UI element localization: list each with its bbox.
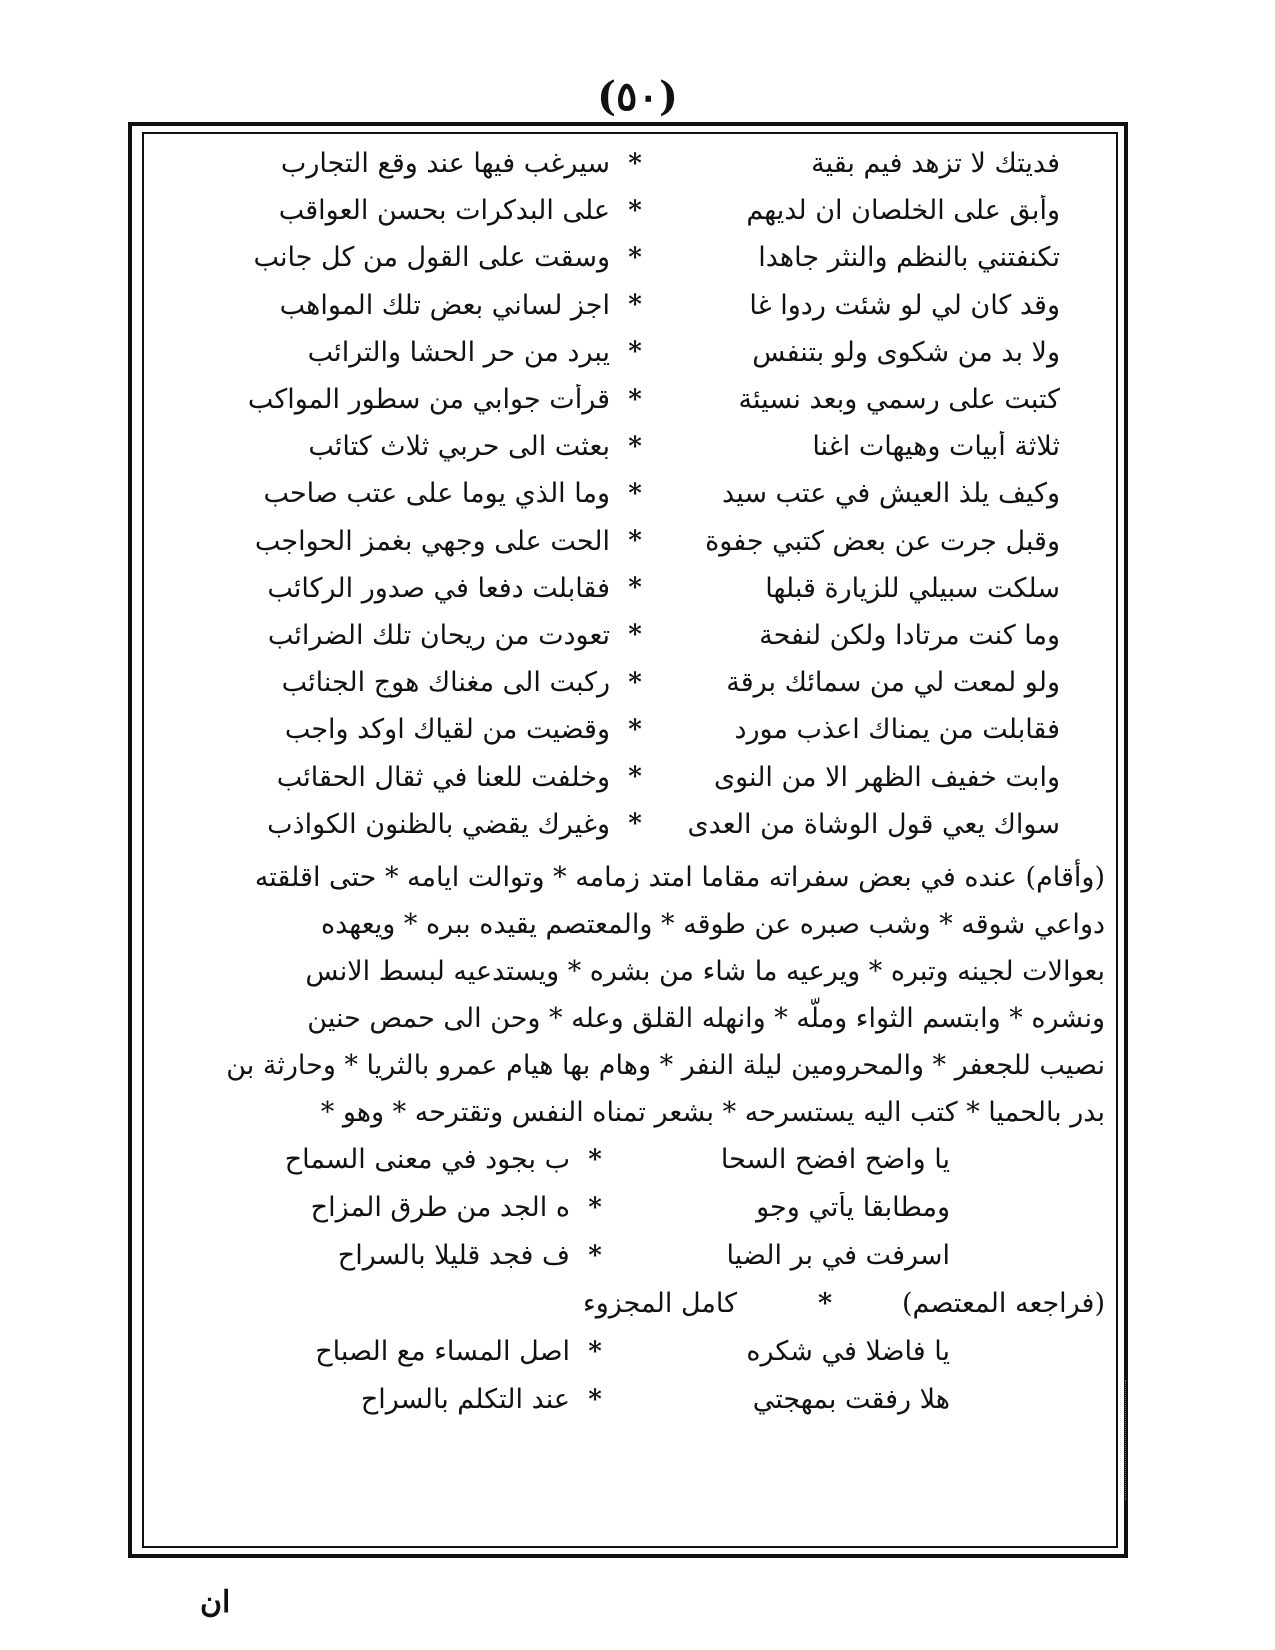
verse-second-hemistich: ف فجد قليلا بالسراح <box>337 1240 570 1272</box>
verse-line <box>160 565 1105 612</box>
verse-first-hemistich: وكيف يلذ العيش في عتب سيد <box>722 478 1060 510</box>
catchword: ان <box>200 1585 231 1620</box>
star-separator: * <box>588 1240 602 1271</box>
verse-line <box>160 423 1105 470</box>
verse-second-hemistich: بعثت الى حربي ثلاث كتائب <box>308 431 610 463</box>
verse-second-hemistich: الحت على وجهي بغمز الحواجب <box>254 525 610 557</box>
verse-second-hemistich: قرأت جوابي من سطور المواكب <box>247 384 610 416</box>
poem-block-1 <box>160 140 1105 848</box>
verse-second-hemistich: ركبت الى مغناك هوج الجنائب <box>281 667 610 699</box>
verse-second-hemistich: يبرد من حر الحشا والترائب <box>307 336 610 368</box>
verse-first-hemistich: فقابلت من يمناك اعذب مورد <box>734 714 1060 746</box>
verse-first-hemistich: سلكت سبيلي للزيارة قبلها <box>765 572 1060 604</box>
prose-paragraph <box>160 854 1105 1136</box>
verse-first-hemistich: وقبل جرت عن بعض كتبي جفوة <box>705 525 1060 557</box>
star-separator: * <box>628 714 642 745</box>
star-separator: * <box>628 667 642 698</box>
star-separator: * <box>628 431 642 462</box>
prose-line: دواعي شوقه * وشب صبره عن طوقه * والمعتصم يقيده ببره * ويعهده <box>320 908 1105 940</box>
verse-line <box>160 187 1105 234</box>
verse-second-hemistich: سيرغب فيها عند وقع التجارب <box>280 148 610 180</box>
verse-first-hemistich: ولا بد من شكوى ولو بتنفس <box>752 336 1060 368</box>
verse-second-hemistich: وغيرك يقضي بالظنون الكواذب <box>267 808 610 840</box>
verse-line <box>160 376 1105 423</box>
prose-line: بعوالات لجينه وتبره * ويرعيه ما شاء من بشره * ويستدعيه لبسط الانس <box>305 955 1105 987</box>
star-separator: * <box>628 242 642 273</box>
verse-second-hemistich: وما الذي يوما على عتب صاحب <box>263 478 610 510</box>
verse-second-hemistich: تعودت من ريحان تلك الضرائب <box>267 619 610 651</box>
verse-second-hemistich: وقضيت من لقياك اوكد واجب <box>284 714 610 746</box>
verse-line <box>160 1376 1105 1424</box>
star-separator: * <box>628 526 642 557</box>
star-separator: * <box>628 809 642 840</box>
verse-line <box>160 1328 1105 1376</box>
verse-line <box>160 282 1105 329</box>
verse-first-hemistich: وأبق على الخلصان ان لديهم <box>746 195 1060 227</box>
star-separator: * <box>628 384 642 415</box>
verse-line <box>160 753 1105 800</box>
page-number: (٥٠) <box>597 73 678 120</box>
verse-first-hemistich: يا فاضلا في شكره <box>746 1336 950 1368</box>
star-separator: * <box>817 1288 833 1320</box>
prose-line: نصيب للجعفر * والمحرومين ليلة النفر * وهام بها هيام عمرو بالثريا * وحارثة بن <box>226 1049 1105 1081</box>
verse-line <box>160 612 1105 659</box>
verse-second-hemistich: وسقت على القول من كل جانب <box>253 242 610 274</box>
page-content <box>160 140 1105 1540</box>
prose-line: بدر بالحميا * كتب اليه يستسرحه * بشعر تمناه النفس وتقترحه * وهو * <box>320 1096 1105 1128</box>
verse-line <box>160 659 1105 706</box>
verse-line <box>160 140 1105 187</box>
star-separator: * <box>588 1384 602 1415</box>
poem-block-2 <box>160 1136 1105 1280</box>
verse-first-hemistich: تكنفتني بالنظم والنثر جاهدا <box>758 242 1060 274</box>
verse-first-hemistich: كتبت على رسمي وبعد نسيئة <box>738 384 1060 416</box>
star-separator: * <box>628 620 642 651</box>
verse-first-hemistich: هلا رفقت بمهجتي <box>752 1384 950 1416</box>
rubric-meter: كامل المجزوء <box>583 1288 737 1320</box>
verse-first-hemistich: وقد كان لي لو شئت ردوا غا <box>749 289 1060 321</box>
verse-line <box>160 801 1105 848</box>
star-separator: * <box>628 337 642 368</box>
rubric-line <box>160 1280 1105 1328</box>
star-separator: * <box>628 573 642 604</box>
prose-line: ونشره * وابتسم الثواء وملّه * وانهله القلق وعله * وحن الى حمص حنين <box>307 1002 1105 1034</box>
verse-line <box>160 470 1105 517</box>
verse-first-hemistich: سواك يعي قول الوشاة من العدى <box>687 808 1060 840</box>
star-separator: * <box>628 148 642 179</box>
star-separator: * <box>628 478 642 509</box>
verse-first-hemistich: فديتك لا تزهد فيم بقية <box>811 148 1060 180</box>
verse-second-hemistich: عند التكلم بالسراح <box>360 1384 570 1416</box>
verse-line <box>160 518 1105 565</box>
star-separator: * <box>588 1192 602 1223</box>
verse-second-hemistich: وخلفت للعنا في ثقال الحقائب <box>276 761 610 793</box>
rubric-label: (فراجعه المعتصم) <box>901 1288 1105 1320</box>
verse-second-hemistich: ب بجود في معنى السماح <box>284 1144 570 1176</box>
star-separator: * <box>588 1336 602 1367</box>
star-separator: * <box>588 1144 602 1175</box>
verse-first-hemistich: ولو لمعت لي من سمائك برقة <box>726 667 1060 699</box>
verse-second-hemistich: ه الجد من طرق المزاح <box>310 1192 570 1224</box>
verse-first-hemistich: وابت خفيف الظهر الا من النوى <box>713 761 1060 793</box>
verse-first-hemistich: ومطابقا يأتي وجو <box>756 1192 950 1224</box>
verse-second-hemistich: اجز لساني بعض تلك المواهب <box>279 289 610 321</box>
verse-second-hemistich: اصل المساء مع الصباح <box>315 1336 570 1368</box>
verse-second-hemistich: فقابلت دفعا في صدور الركائب <box>267 572 610 604</box>
verse-first-hemistich: وما كنت مرتادا ولكن لنفحة <box>759 619 1060 651</box>
verse-first-hemistich: اسرفت في بر الضيا <box>726 1240 950 1272</box>
verse-first-hemistich: يا واضح افضح السحا <box>720 1144 950 1176</box>
verse-first-hemistich: ثلاثة أبيات وهيهات اغنا <box>812 431 1060 463</box>
margin-dotted-line <box>1125 1380 1129 1500</box>
star-separator: * <box>628 290 642 321</box>
star-separator: * <box>628 762 642 793</box>
verse-line <box>160 706 1105 753</box>
poem-block-3 <box>160 1328 1105 1424</box>
verse-line <box>160 329 1105 376</box>
prose-line: (وأقام) عنده في بعض سفراته مقاما امتد زمامه * وتوالت ايامه * حتى اقلقته <box>254 861 1105 893</box>
star-separator: * <box>628 195 642 226</box>
verse-line <box>160 1232 1105 1280</box>
verse-second-hemistich: على البدكرات بحسن العواقب <box>278 195 610 227</box>
verse-line <box>160 1136 1105 1184</box>
verse-line <box>160 234 1105 281</box>
verse-line <box>160 1184 1105 1232</box>
